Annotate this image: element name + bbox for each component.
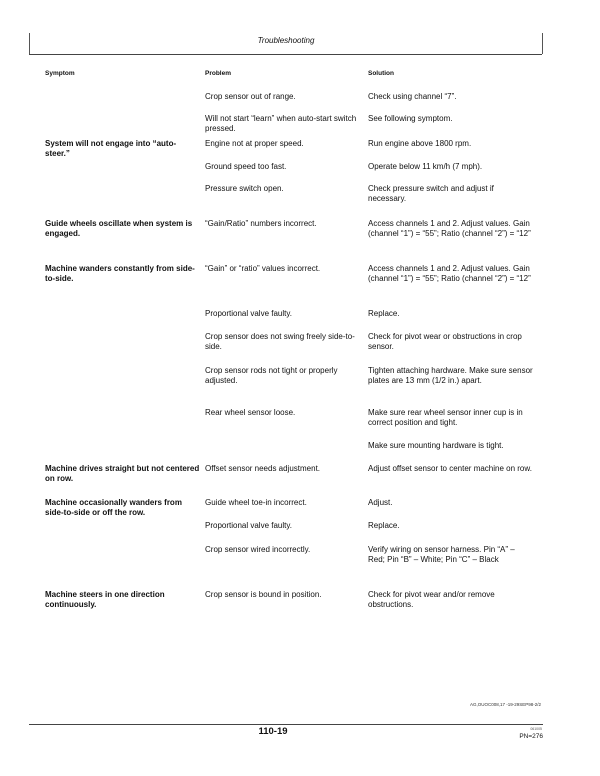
- problem-cell: Proportional valve faulty.: [205, 309, 293, 318]
- problem-cell: Crop sensor wired incorrectly.: [205, 545, 311, 554]
- solution-cell: Check using channel “7”.: [368, 92, 457, 101]
- problem-cell: Guide wheel toe-in incorrect.: [205, 498, 307, 507]
- symptom-cell: System will not engage into “auto-steer.”: [45, 139, 177, 158]
- solution-cell: Check for pivot wear and/or remove obstructions.: [368, 590, 495, 609]
- footer-rule: [29, 724, 543, 725]
- column-header-problem: Problem: [205, 70, 232, 77]
- column-header-solution: Solution: [368, 70, 394, 77]
- solution-cell: Make sure mounting hardware is tight.: [368, 441, 504, 450]
- problem-cell: Rear wheel sensor loose.: [205, 408, 296, 417]
- problem-cell: Pressure switch open.: [205, 184, 284, 193]
- problem-cell: “Gain/Ratio” numbers incorrect.: [205, 219, 317, 228]
- solution-cell: Replace.: [368, 309, 400, 318]
- symptom-cell: Guide wheels oscillate when system is engaged.: [45, 219, 193, 238]
- solution-cell: Check for pivot wear or obstructions in crop sensor.: [368, 332, 522, 351]
- solution-cell: See following symptom.: [368, 114, 453, 123]
- solution-cell: Make sure rear wheel sensor inner cup is in correct position and tight.: [368, 408, 523, 427]
- solution-cell: Tighten attaching hardware. Make sure sensor plates are 13 mm (1/2 in.) apart.: [368, 366, 533, 385]
- column-header-symptom: Symptom: [45, 70, 75, 77]
- problem-cell: Will not start “learn” when auto-start switch pressed.: [205, 114, 357, 133]
- problem-cell: Proportional valve faulty.: [205, 521, 293, 530]
- solution-cell: Adjust.: [368, 498, 393, 507]
- footer-tiny-code: 061005: [530, 727, 542, 731]
- solution-cell: Check pressure switch and adjust if necessary.: [368, 184, 494, 203]
- page-number: 110-19: [258, 726, 288, 737]
- document-reference-code: AG,OUOC008,17 -19-29SEP98-2/2: [469, 702, 541, 707]
- solution-cell: Access channels 1 and 2. Adjust values. Gain (channel “1”) = “55”; Ratio (channel “2”) = “12”: [368, 264, 531, 283]
- solution-cell: Access channels 1 and 2. Adjust values. Gain (channel “1”) = “55”; Ratio (channel “2”) = “12”: [368, 219, 531, 238]
- page-header-title: Troubleshooting: [257, 36, 315, 45]
- solution-cell: Operate below 11 km/h (7 mph).: [368, 162, 483, 171]
- problem-cell: “Gain” or “ratio” values incorrect.: [205, 264, 321, 273]
- solution-cell: Adjust offset sensor to center machine on row.: [368, 464, 532, 473]
- problem-cell: Crop sensor rods not tight or properly adjusted.: [205, 366, 338, 385]
- solution-cell: Verify wiring on sensor harness. Pin “A” – Red; Pin “B” – White; Pin “C” – Black: [368, 545, 515, 564]
- problem-cell: Offset sensor needs adjustment.: [205, 464, 321, 473]
- problem-cell: Crop sensor out of range.: [205, 92, 296, 101]
- symptom-cell: Machine occasionally wanders from side-to-side or off the row.: [45, 498, 182, 517]
- problem-cell: Crop sensor is bound in position.: [205, 590, 322, 599]
- solution-cell: Run engine above 1800 rpm.: [368, 139, 472, 148]
- solution-cell: Replace.: [368, 521, 400, 530]
- header-rule: [29, 54, 542, 55]
- problem-cell: Crop sensor does not swing freely side-to-side.: [205, 332, 355, 351]
- symptom-cell: Machine steers in one direction continuously.: [45, 590, 165, 609]
- problem-cell: Ground speed too fast.: [205, 162, 287, 171]
- pn-number: PN=276: [519, 733, 543, 740]
- symptom-cell: Machine drives straight but not centered on row.: [45, 464, 200, 483]
- problem-cell: Engine not at proper speed.: [205, 139, 304, 148]
- symptom-cell: Machine wanders constantly from side-to-side.: [45, 264, 195, 283]
